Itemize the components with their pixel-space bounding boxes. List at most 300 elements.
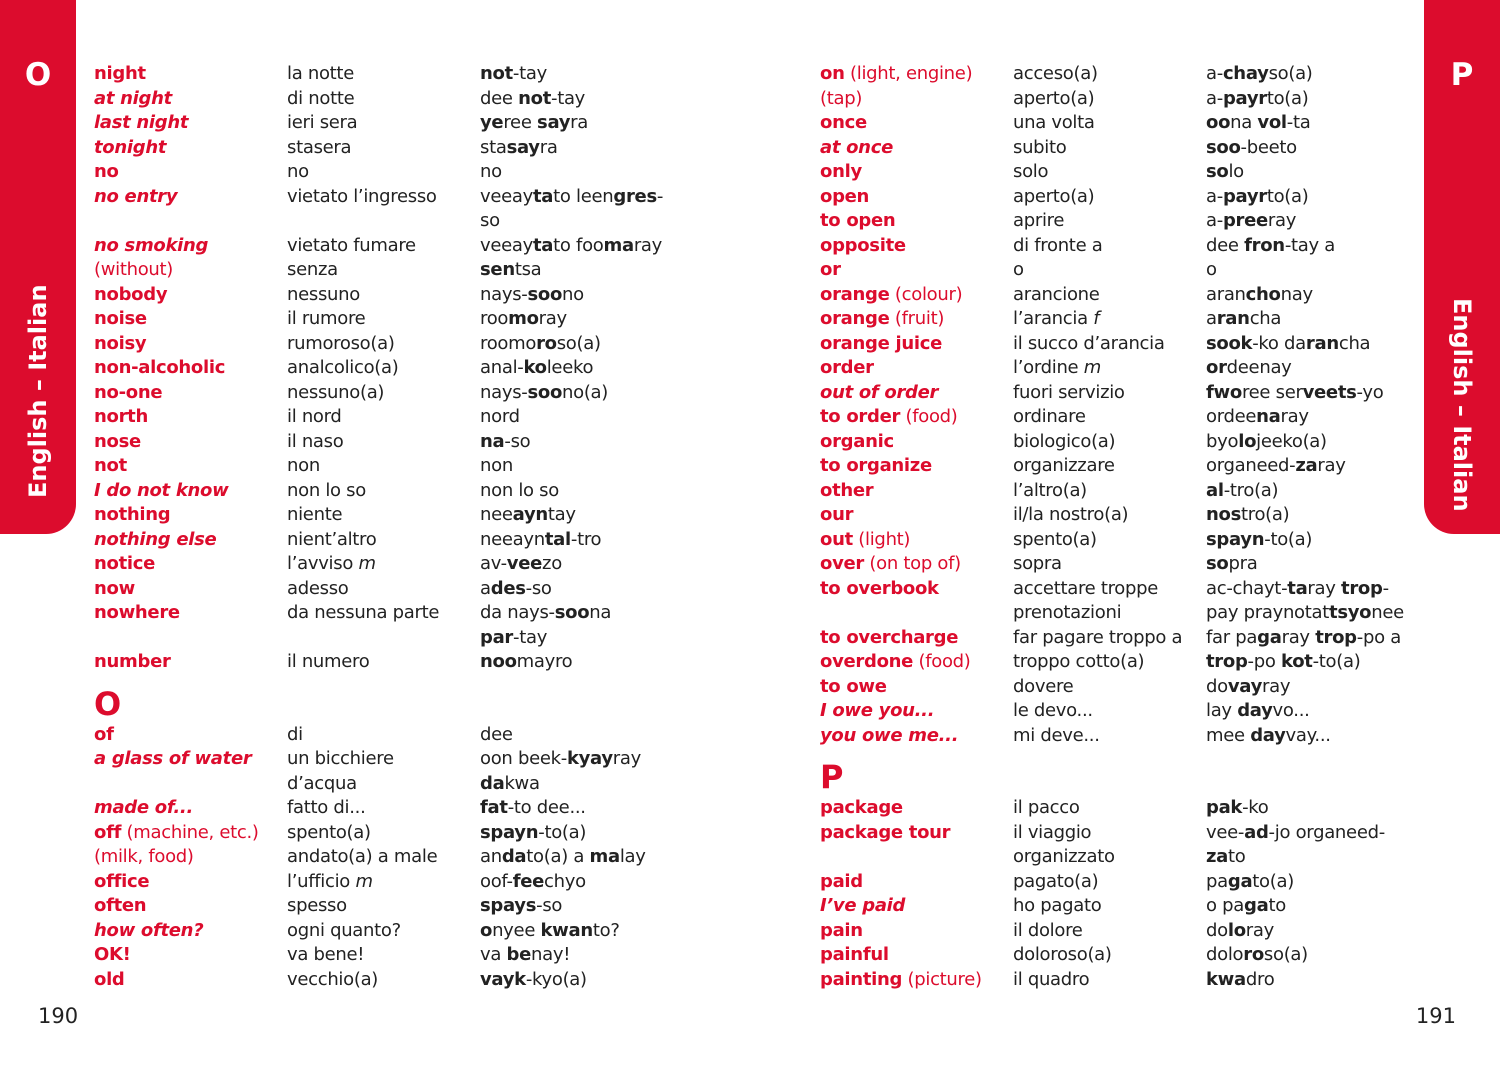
pronunciation: oona vol-ta bbox=[1206, 112, 1311, 133]
gender-marker: m bbox=[358, 553, 376, 574]
english-term: a glass of water bbox=[94, 748, 252, 769]
english-term: orange bbox=[820, 308, 890, 329]
entry-headword bbox=[820, 234, 982, 259]
italian-translation: da nessuna parte bbox=[287, 602, 440, 623]
entry-headword bbox=[820, 919, 982, 944]
english-term: package tour bbox=[820, 821, 951, 843]
english-term: to overbook bbox=[820, 577, 939, 599]
italian-translation: no bbox=[287, 161, 309, 182]
italian-translation: far pagare troppo a bbox=[1013, 626, 1183, 648]
italian-translation: il pacco bbox=[1013, 797, 1080, 818]
pronunciation: arancha bbox=[1206, 308, 1282, 329]
italian-translation: aperto(a) bbox=[1013, 185, 1095, 207]
english-term: I do not know bbox=[94, 479, 229, 501]
gender-marker: m bbox=[1083, 357, 1101, 378]
entry-headword bbox=[820, 356, 982, 381]
pronunciation: doloray bbox=[1206, 919, 1274, 941]
entry-headword bbox=[820, 626, 982, 651]
pronunciation: ordeenay bbox=[1206, 357, 1292, 378]
entry-headword bbox=[820, 87, 982, 112]
entry-headword bbox=[820, 381, 982, 406]
pronunciation: far pagaray trop-po a bbox=[1206, 626, 1401, 648]
italian-translation: senza bbox=[287, 259, 338, 280]
english-term: nose bbox=[94, 430, 141, 452]
gloss: (without) bbox=[94, 259, 174, 280]
gloss: (food) bbox=[900, 406, 958, 427]
english-term: to overcharge bbox=[820, 626, 959, 648]
english-term: noisy bbox=[94, 332, 147, 354]
pronunciation: veeaytato leengres- bbox=[480, 185, 664, 207]
english-term: orange bbox=[820, 283, 890, 305]
entry-headword bbox=[94, 160, 259, 185]
gloss: (light) bbox=[852, 528, 911, 550]
italian-translation: subito bbox=[1013, 136, 1067, 158]
left-italian-column bbox=[287, 62, 439, 992]
italian-translation: il/la nostro(a) bbox=[1013, 504, 1129, 525]
pronunciation: vee-ad-jo organeed- bbox=[1206, 821, 1385, 843]
english-term: to order bbox=[820, 406, 901, 427]
english-term: off bbox=[94, 821, 122, 843]
pronunciation: fworee serveets-yo bbox=[1206, 381, 1384, 403]
blank-line bbox=[94, 772, 259, 797]
tab-label: English – Italian bbox=[24, 284, 52, 498]
section-spacer bbox=[480, 675, 663, 723]
english-term: not bbox=[94, 455, 127, 476]
italian-translation: organizzato bbox=[1013, 846, 1115, 867]
italian-translation: nessuno bbox=[287, 283, 360, 305]
pronunciation: oof-feechyo bbox=[480, 870, 586, 892]
entry-headword bbox=[94, 234, 259, 259]
pronunciation: dee fron-tay a bbox=[1206, 234, 1335, 256]
italian-translation: ho pagato bbox=[1013, 895, 1102, 916]
pronunciation: veeaytato foomaray bbox=[480, 234, 662, 256]
italian-translation: troppo cotto(a) bbox=[1013, 651, 1145, 672]
entry-headword bbox=[820, 943, 982, 968]
english-term: at once bbox=[820, 136, 893, 158]
thumb-tab-left bbox=[0, 0, 76, 534]
entry-headword bbox=[94, 356, 259, 381]
entry-headword bbox=[820, 870, 982, 895]
pronunciation: neeayntal-tro bbox=[480, 528, 602, 550]
english-term: nothing else bbox=[94, 528, 217, 550]
italian-translation: aprire bbox=[1013, 210, 1065, 231]
italian-translation: acceso(a) bbox=[1013, 63, 1098, 84]
pronunciation: neeayntay bbox=[480, 504, 576, 525]
italian-translation: dovere bbox=[1013, 675, 1074, 697]
entry-headword bbox=[94, 430, 259, 455]
pronunciation: pagato(a) bbox=[1206, 870, 1294, 892]
english-term: often bbox=[94, 895, 147, 916]
pronunciation: mee dayvay... bbox=[1206, 724, 1331, 746]
right-english-column bbox=[820, 62, 982, 992]
entry-headword bbox=[94, 968, 259, 993]
pronunciation: anal-koleeko bbox=[480, 357, 594, 378]
italian-translation: spento(a) bbox=[1013, 528, 1097, 550]
italian-translation: non lo so bbox=[287, 479, 366, 501]
entry-headword bbox=[94, 136, 259, 161]
entry-headword bbox=[820, 185, 982, 210]
italian-translation: il quadro bbox=[1013, 968, 1090, 990]
pronunciation: fat-to dee... bbox=[480, 797, 586, 818]
entry-headword bbox=[820, 699, 982, 724]
entry-headword bbox=[94, 283, 259, 308]
pronunciation: sopra bbox=[1206, 553, 1258, 574]
italian-translation: pagato(a) bbox=[1013, 870, 1099, 892]
english-term: out of order bbox=[820, 381, 939, 403]
entry-headword bbox=[820, 160, 982, 185]
english-term: to owe bbox=[820, 675, 887, 697]
italian-translation: il succo d’arancia bbox=[1013, 332, 1165, 354]
italian-translation: vietato fumare bbox=[287, 234, 416, 256]
italian-translation: niente bbox=[287, 504, 343, 525]
pronunciation: andato(a) a malay bbox=[480, 846, 646, 867]
italian-translation: spento(a) bbox=[287, 821, 371, 843]
english-term: noise bbox=[94, 308, 147, 329]
pronunciation: non bbox=[480, 455, 513, 476]
italian-translation: mi deve... bbox=[1013, 724, 1100, 746]
english-term: painting bbox=[820, 968, 903, 990]
italian-translation: d’acqua bbox=[287, 772, 357, 794]
entry-headword bbox=[94, 479, 259, 504]
page-number-right: 191 bbox=[1415, 1004, 1456, 1028]
english-term: no bbox=[94, 161, 119, 182]
english-term: pain bbox=[820, 919, 863, 941]
italian-translation: ieri sera bbox=[287, 112, 358, 133]
entry-headword bbox=[820, 675, 982, 700]
tab-letter: P bbox=[1450, 57, 1474, 93]
entry-headword bbox=[94, 332, 259, 357]
english-term: at night bbox=[94, 87, 172, 109]
english-term: to organize bbox=[820, 455, 932, 476]
gloss: (milk, food) bbox=[94, 846, 194, 867]
english-term: I’ve paid bbox=[820, 895, 906, 916]
pronunciation: soo-beeto bbox=[1206, 136, 1297, 158]
pronunciation: doloroso(a) bbox=[1206, 944, 1308, 965]
section-spacer bbox=[1013, 748, 1182, 796]
entry-headword bbox=[94, 919, 259, 944]
italian-translation: sopra bbox=[1013, 553, 1062, 574]
pronunciation: roomoroso(a) bbox=[480, 332, 601, 354]
italian-translation: o bbox=[1013, 259, 1024, 280]
pronunciation: ordeenaray bbox=[1206, 406, 1309, 427]
tab-label: English – Italian bbox=[1448, 298, 1476, 512]
italian-translation: solo bbox=[1013, 161, 1049, 182]
pronunciation: pak-ko bbox=[1206, 797, 1269, 818]
entry-headword bbox=[820, 552, 982, 577]
entry-headword bbox=[94, 894, 259, 919]
english-term: opposite bbox=[820, 234, 906, 256]
english-term: notice bbox=[94, 553, 156, 574]
entry-headword bbox=[820, 62, 982, 87]
entry-headword bbox=[820, 724, 982, 749]
entry-headword bbox=[820, 894, 982, 919]
pronunciation: na-so bbox=[480, 430, 531, 452]
italian-translation: accettare troppe bbox=[1013, 577, 1159, 599]
italian-translation: la notte bbox=[287, 63, 354, 84]
english-term: north bbox=[94, 406, 148, 427]
left-english-column bbox=[94, 62, 259, 992]
left-pronunciation-column bbox=[480, 62, 663, 992]
entry-headword bbox=[94, 185, 259, 210]
pronunciation: onyee kwanto? bbox=[480, 919, 620, 941]
entry-headword bbox=[820, 821, 982, 846]
english-term: order bbox=[820, 357, 874, 378]
italian-translation: l’avviso m bbox=[287, 553, 376, 574]
gender-marker: f bbox=[1093, 308, 1100, 329]
italian-translation: nessuno(a) bbox=[287, 381, 385, 403]
pronunciation: vayk-kyo(a) bbox=[480, 968, 587, 990]
english-term: last night bbox=[94, 112, 189, 133]
pronunciation: organeed-zaray bbox=[1206, 455, 1346, 476]
english-term: package bbox=[820, 797, 903, 818]
english-term: made of... bbox=[94, 797, 193, 818]
thumb-tab-right bbox=[1424, 0, 1500, 534]
pronunciation: da nays-soona bbox=[480, 602, 612, 623]
section-spacer bbox=[1206, 748, 1404, 796]
italian-translation: ogni quanto? bbox=[287, 919, 401, 941]
entry-headword bbox=[820, 968, 982, 993]
blank-line bbox=[820, 601, 982, 626]
gloss: (fruit) bbox=[889, 308, 945, 329]
english-term: out bbox=[820, 528, 853, 550]
entry-headword bbox=[94, 601, 259, 626]
pronunciation: lay dayvo... bbox=[1206, 700, 1310, 721]
english-term: on bbox=[820, 63, 845, 84]
english-term: paid bbox=[820, 870, 863, 892]
gloss: (on top of) bbox=[864, 553, 961, 574]
english-term: of bbox=[94, 723, 114, 745]
pronunciation: a-payrto(a) bbox=[1206, 185, 1309, 207]
pronunciation: nays-soono bbox=[480, 283, 584, 305]
pronunciation: oon beek-kyayray bbox=[480, 748, 641, 769]
italian-translation: adesso bbox=[287, 577, 349, 599]
entry-headword bbox=[94, 503, 259, 528]
italian-translation: un bicchiere bbox=[287, 748, 394, 769]
pronunciation: yeree sayra bbox=[480, 112, 589, 133]
italian-translation: arancione bbox=[1013, 283, 1100, 305]
italian-translation: il viaggio bbox=[1013, 821, 1092, 843]
english-term: other bbox=[820, 479, 874, 501]
blank-line bbox=[820, 845, 982, 870]
entry-headword bbox=[94, 111, 259, 136]
english-term: now bbox=[94, 577, 135, 599]
pronunciation: byolojeeko(a) bbox=[1206, 430, 1327, 452]
pronunciation: nord bbox=[480, 406, 520, 427]
entry-headword bbox=[94, 845, 259, 870]
italian-translation: l’arancia f bbox=[1013, 308, 1100, 329]
italian-translation: va bene! bbox=[287, 944, 365, 965]
pronunciation: dee not-tay bbox=[480, 87, 586, 109]
entry-headword bbox=[820, 111, 982, 136]
italian-translation: fatto di... bbox=[287, 797, 366, 818]
entry-headword bbox=[820, 307, 982, 332]
entry-headword bbox=[820, 136, 982, 161]
gloss: (light, engine) bbox=[844, 63, 973, 84]
english-term: or bbox=[820, 259, 841, 280]
section-spacer bbox=[287, 675, 439, 723]
english-term: nowhere bbox=[94, 602, 180, 623]
entry-headword bbox=[94, 528, 259, 553]
italian-translation: biologico(a) bbox=[1013, 430, 1116, 452]
entry-headword bbox=[820, 796, 982, 821]
italian-translation: il nord bbox=[287, 406, 342, 427]
italian-translation: le devo... bbox=[1013, 700, 1093, 721]
italian-translation: doloroso(a) bbox=[1013, 944, 1112, 965]
entry-headword bbox=[94, 87, 259, 112]
entry-headword bbox=[94, 405, 259, 430]
right-pronunciation-column bbox=[1206, 62, 1404, 992]
gloss: (food) bbox=[913, 651, 971, 672]
blank-line bbox=[287, 626, 439, 651]
pronunciation: no bbox=[480, 161, 502, 182]
pronunciation: nostro(a) bbox=[1206, 504, 1290, 525]
pronunciation: dovayray bbox=[1206, 675, 1291, 697]
pronunciation: noomayro bbox=[480, 651, 573, 672]
italian-translation: il dolore bbox=[1013, 919, 1083, 941]
english-term: you owe me... bbox=[820, 724, 959, 746]
pronunciation: par-tay bbox=[480, 626, 548, 648]
blank-line bbox=[94, 626, 259, 651]
english-term: I owe you... bbox=[820, 700, 935, 721]
pronunciation: not-tay bbox=[480, 63, 547, 84]
italian-translation: l’ordine m bbox=[1013, 357, 1101, 378]
italian-translation: di notte bbox=[287, 87, 355, 109]
pronunciation: non lo so bbox=[480, 479, 559, 501]
entry-headword bbox=[820, 650, 982, 675]
pronunciation: sentsa bbox=[480, 259, 542, 280]
entry-headword bbox=[94, 307, 259, 332]
pronunciation: ac-chayt-taray trop- bbox=[1206, 577, 1389, 599]
english-term: nobody bbox=[94, 283, 168, 305]
blank-line bbox=[94, 209, 259, 234]
italian-translation: spesso bbox=[287, 895, 347, 916]
entry-headword bbox=[820, 479, 982, 504]
english-term: OK! bbox=[94, 944, 131, 965]
pronunciation: o pagato bbox=[1206, 895, 1286, 916]
entry-headword bbox=[94, 62, 259, 87]
gloss: (colour) bbox=[889, 283, 963, 305]
italian-translation: aperto(a) bbox=[1013, 87, 1095, 109]
entry-headword bbox=[94, 821, 259, 846]
entry-headword bbox=[94, 943, 259, 968]
pronunciation: aranchonay bbox=[1206, 283, 1313, 305]
english-term: night bbox=[94, 63, 146, 84]
entry-headword bbox=[94, 381, 259, 406]
english-term: once bbox=[820, 112, 867, 133]
gloss: (tap) bbox=[820, 87, 863, 109]
italian-translation: vietato l’ingresso bbox=[287, 185, 437, 207]
entry-headword bbox=[94, 258, 259, 283]
pronunciation: so bbox=[480, 210, 500, 231]
section-letter: O bbox=[94, 684, 121, 723]
entry-headword bbox=[94, 454, 259, 479]
entry-headword bbox=[820, 528, 982, 553]
english-term: orange juice bbox=[820, 332, 942, 354]
tab-letter: O bbox=[24, 57, 52, 93]
pronunciation: al-tro(a) bbox=[1206, 479, 1279, 501]
entry-headword bbox=[94, 870, 259, 895]
english-term: open bbox=[820, 185, 870, 207]
entry-headword bbox=[820, 430, 982, 455]
english-term: overdone bbox=[820, 651, 914, 672]
italian-translation: fuori servizio bbox=[1013, 381, 1125, 403]
italian-translation: di bbox=[287, 723, 303, 745]
blank-line bbox=[287, 209, 439, 234]
italian-translation: vecchio(a) bbox=[287, 968, 379, 990]
entry-headword bbox=[820, 209, 982, 234]
pronunciation: a-preeray bbox=[1206, 210, 1297, 231]
italian-translation: nient’altro bbox=[287, 528, 377, 550]
entry-headword bbox=[94, 577, 259, 602]
entry-headword bbox=[820, 283, 982, 308]
entry-headword bbox=[820, 454, 982, 479]
italian-translation: l’altro(a) bbox=[1013, 479, 1087, 501]
italian-translation: andato(a) a male bbox=[287, 846, 438, 867]
italian-translation: una volta bbox=[1013, 112, 1095, 133]
italian-translation: organizzare bbox=[1013, 455, 1115, 476]
english-term: painful bbox=[820, 944, 889, 965]
italian-translation: il numero bbox=[287, 651, 370, 672]
italian-translation: l’ufficio m bbox=[287, 870, 373, 892]
italian-translation: il naso bbox=[287, 430, 344, 452]
english-term: to open bbox=[820, 210, 896, 231]
english-term: number bbox=[94, 651, 171, 672]
pronunciation: roomoray bbox=[480, 308, 567, 329]
english-term: office bbox=[94, 870, 150, 892]
pronunciation: ades-so bbox=[480, 577, 552, 599]
english-term: tonight bbox=[94, 136, 167, 158]
italian-translation: di fronte a bbox=[1013, 234, 1103, 256]
pronunciation: trop-po kot-to(a) bbox=[1206, 651, 1361, 672]
italian-translation: stasera bbox=[287, 136, 352, 158]
pronunciation: spayn-to(a) bbox=[1206, 528, 1313, 550]
pronunciation: nays-soono(a) bbox=[480, 381, 609, 403]
pronunciation: va benay! bbox=[480, 944, 571, 965]
english-term: no smoking bbox=[94, 234, 209, 256]
italian-translation: prenotazioni bbox=[1013, 602, 1122, 623]
entry-headword bbox=[820, 332, 982, 357]
italian-translation: ordinare bbox=[1013, 406, 1086, 427]
pronunciation: pay praynotattsyonee bbox=[1206, 602, 1404, 623]
pronunciation: a-payrto(a) bbox=[1206, 87, 1309, 109]
right-italian-column bbox=[1013, 62, 1182, 992]
pronunciation: sook-ko darancha bbox=[1206, 332, 1371, 354]
english-term: nothing bbox=[94, 504, 171, 525]
gloss: (machine, etc.) bbox=[121, 821, 259, 843]
section-letter: P bbox=[820, 758, 844, 796]
pronunciation: kwadro bbox=[1206, 968, 1275, 990]
italian-translation: il rumore bbox=[287, 308, 366, 329]
entry-headword bbox=[820, 577, 982, 602]
pronunciation: av-veezo bbox=[480, 553, 562, 574]
italian-translation: analcolico(a) bbox=[287, 357, 399, 378]
pronunciation: stasayra bbox=[480, 136, 558, 158]
pronunciation: dee bbox=[480, 723, 513, 745]
entry-headword bbox=[94, 650, 259, 675]
page-number-left: 190 bbox=[38, 1004, 79, 1028]
english-term: old bbox=[94, 968, 125, 990]
entry-headword bbox=[820, 405, 982, 430]
entry-headword bbox=[94, 552, 259, 577]
pronunciation: o bbox=[1206, 259, 1217, 280]
entry-headword bbox=[820, 258, 982, 283]
gender-marker: m bbox=[355, 870, 373, 892]
italian-translation: non bbox=[287, 455, 320, 476]
entry-headword bbox=[94, 723, 259, 748]
entry-headword bbox=[94, 796, 259, 821]
pronunciation: spayn-to(a) bbox=[480, 821, 587, 843]
pronunciation: solo bbox=[1206, 161, 1244, 182]
